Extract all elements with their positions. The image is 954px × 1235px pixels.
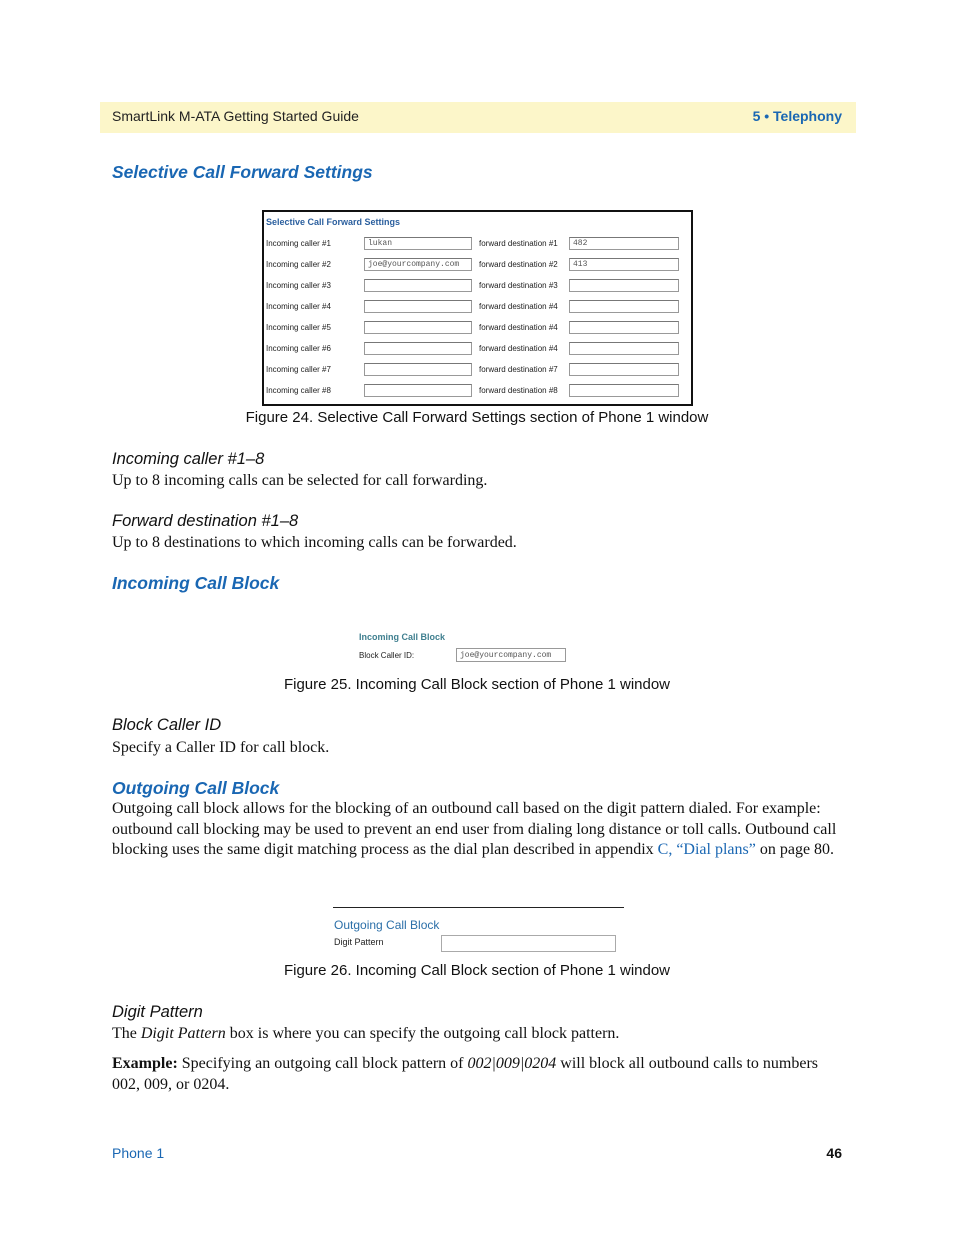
digit-pattern-label: Digit Pattern bbox=[334, 937, 384, 947]
forward-row bbox=[264, 256, 691, 276]
text-em: Digit Pattern bbox=[140, 1025, 226, 1042]
incoming-caller-input[interactable] bbox=[364, 279, 472, 292]
example-paragraph bbox=[112, 1054, 842, 1095]
section-heading-selective-call-forward: Selective Call Forward Settings bbox=[112, 162, 373, 182]
digit-pattern-input[interactable] bbox=[441, 935, 616, 952]
incoming-caller-input[interactable] bbox=[364, 300, 472, 313]
outgoing-call-block-paragraph bbox=[112, 799, 842, 861]
block-caller-id-label: Block Caller ID: bbox=[359, 651, 415, 660]
block-caller-id-text: Specify a Caller ID for call block. bbox=[112, 739, 330, 756]
forward-destination-label: forward destination #8 bbox=[479, 386, 558, 395]
forward-destination-input[interactable] bbox=[569, 363, 679, 376]
forward-destination-label: forward destination #7 bbox=[479, 365, 558, 374]
section-heading-incoming-call-block: Incoming Call Block bbox=[112, 573, 280, 593]
forward-row bbox=[264, 277, 691, 297]
dial-plans-link[interactable]: C, “Dial plans” bbox=[657, 841, 756, 858]
example-text-a: Specifying an outgoing call block pattern of bbox=[177, 1055, 468, 1072]
page-number: 46 bbox=[826, 1145, 842, 1161]
incoming-caller-input[interactable] bbox=[364, 384, 472, 397]
incoming-caller-label: Incoming caller #1 bbox=[266, 239, 331, 248]
forward-destination-input[interactable] bbox=[569, 300, 679, 313]
incoming-caller-label: Incoming caller #3 bbox=[266, 281, 331, 290]
footer-section: Phone 1 bbox=[112, 1145, 165, 1161]
forward-destination-heading: Forward destination #1–8 bbox=[112, 512, 299, 530]
incoming-caller-label: Incoming caller #8 bbox=[266, 386, 331, 395]
figure-26-caption: Figure 26. Incoming Call Block section of Phone 1 window bbox=[283, 962, 671, 979]
block-caller-id-heading: Block Caller ID bbox=[112, 716, 222, 734]
forward-destination-input[interactable] bbox=[569, 279, 679, 292]
figure-title: Selective Call Forward Settings bbox=[266, 217, 401, 227]
incoming-caller-label: Incoming caller #6 bbox=[266, 344, 331, 353]
paragraph-text-end: on page 80. bbox=[755, 841, 835, 858]
example-pattern: 002|009|0204 bbox=[467, 1055, 557, 1072]
running-header bbox=[100, 102, 856, 133]
forward-destination-input[interactable] bbox=[569, 342, 679, 355]
example-text-b: will block all outbound calls to numbers 002, 009, or 0204. bbox=[112, 1055, 819, 1093]
forward-destination-label: forward destination #1 bbox=[479, 239, 558, 248]
text-a: The bbox=[112, 1025, 141, 1042]
figure-title: Incoming Call Block bbox=[359, 632, 446, 642]
forward-destination-text: Up to 8 destinations to which incoming calls can be forwarded. bbox=[112, 534, 517, 551]
forward-row bbox=[264, 298, 691, 318]
digit-pattern-heading: Digit Pattern bbox=[112, 1003, 203, 1021]
forward-destination-label: forward destination #4 bbox=[479, 323, 558, 332]
incoming-caller-input[interactable] bbox=[364, 342, 472, 355]
guide-title: SmartLink M-ATA Getting Started Guide bbox=[112, 108, 359, 124]
incoming-caller-input[interactable]: lukan bbox=[364, 237, 472, 250]
incoming-caller-label: Incoming caller #4 bbox=[266, 302, 331, 311]
incoming-caller-input[interactable] bbox=[364, 321, 472, 334]
section-heading-outgoing-call-block: Outgoing Call Block bbox=[112, 778, 280, 798]
incoming-caller-label: Incoming caller #5 bbox=[266, 323, 331, 332]
chapter-label: 5 • Telephony bbox=[752, 108, 842, 124]
forward-row bbox=[264, 319, 691, 339]
incoming-caller-input[interactable]: joe@yourcompany.com bbox=[364, 258, 472, 271]
figure-24-caption: Figure 24. Selective Call Forward Settings section of Phone 1 window bbox=[245, 409, 709, 426]
forward-destination-label: forward destination #2 bbox=[479, 260, 558, 269]
forward-row bbox=[264, 382, 691, 402]
forward-destination-input[interactable] bbox=[569, 384, 679, 397]
incoming-caller-text: Up to 8 incoming calls can be selected for call forwarding. bbox=[112, 472, 488, 489]
paragraph-text: Outgoing call block allows for the blocking of an outbound call based on the digit pattern dialed. For example: outbound call blocking may be used to prevent an end user from dialing long distance or toll calls. Outbound call blocking uses the same digit matching process as the dial plan described in appendix bbox=[112, 800, 837, 858]
incoming-caller-label: Incoming caller #7 bbox=[266, 365, 331, 374]
block-caller-id-input[interactable]: joe@yourcompany.com bbox=[456, 648, 566, 662]
digit-pattern-text bbox=[112, 1024, 842, 1045]
figure-title: Outgoing Call Block bbox=[334, 918, 440, 932]
forward-destination-input[interactable]: 413 bbox=[569, 258, 679, 271]
figure-selective-call-forward bbox=[262, 210, 693, 406]
forward-row bbox=[264, 361, 691, 381]
figure-incoming-call-block bbox=[358, 628, 573, 668]
figure-outgoing-call-block bbox=[333, 907, 624, 956]
incoming-caller-label: Incoming caller #2 bbox=[266, 260, 331, 269]
forward-destination-input[interactable] bbox=[569, 321, 679, 334]
forward-destination-label: forward destination #3 bbox=[479, 281, 558, 290]
forward-row bbox=[264, 235, 691, 255]
incoming-caller-heading: Incoming caller #1–8 bbox=[112, 450, 265, 468]
forward-destination-input[interactable]: 482 bbox=[569, 237, 679, 250]
forward-destination-label: forward destination #4 bbox=[479, 344, 558, 353]
incoming-caller-input[interactable] bbox=[364, 363, 472, 376]
text-b: box is where you can specify the outgoing call block pattern. bbox=[225, 1025, 620, 1042]
example-label: Example: bbox=[112, 1055, 178, 1072]
forward-destination-label: forward destination #4 bbox=[479, 302, 558, 311]
forward-row bbox=[264, 340, 691, 360]
figure-25-caption: Figure 25. Incoming Call Block section of Phone 1 window bbox=[283, 676, 671, 693]
